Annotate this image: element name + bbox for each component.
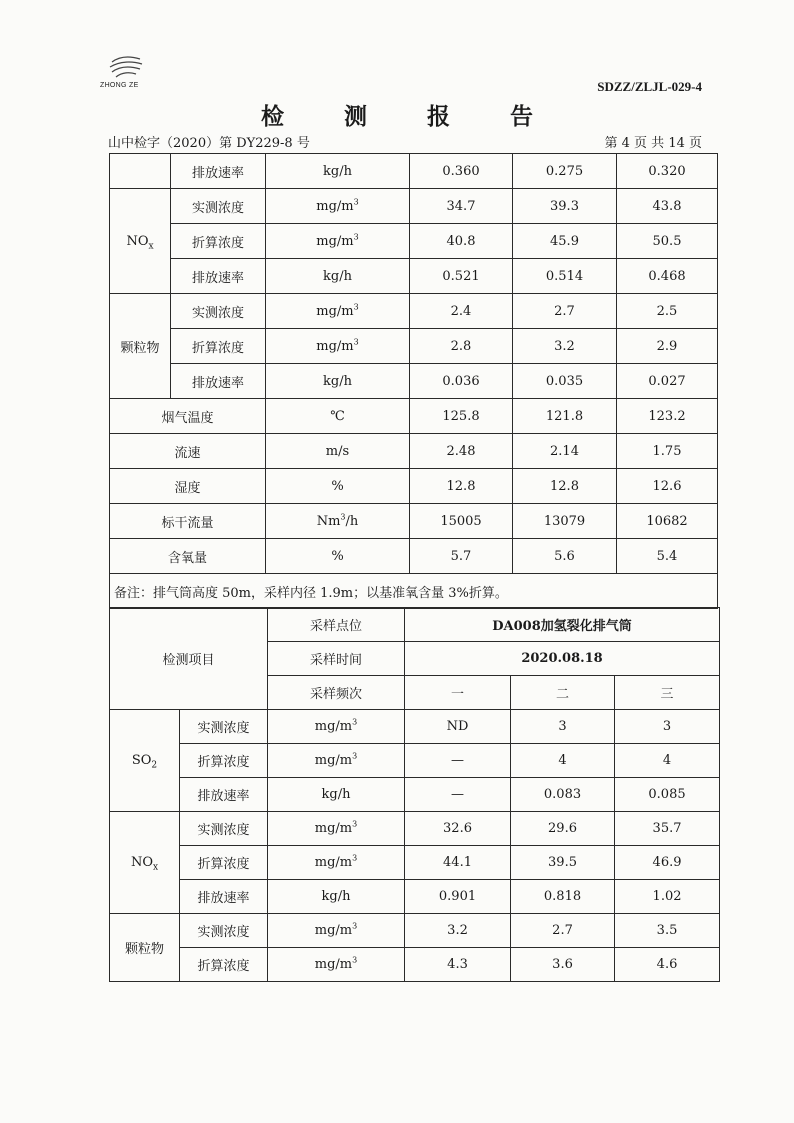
value-cell: 2.4 — [410, 294, 513, 329]
item-cell: 流速 — [110, 434, 266, 469]
table-row — [110, 259, 718, 294]
group-cell — [110, 154, 171, 189]
header-freq-1: 一 — [405, 676, 511, 710]
value-cell: 3.5 — [615, 914, 720, 948]
value-cell: 10682 — [617, 504, 718, 539]
table-note: 备注：排气筒高度 50m，采样内径 1.9m；以基准氧含量 3%折算。 — [110, 574, 718, 609]
item-cell: 折算浓度 — [171, 224, 266, 259]
value-cell: 5.6 — [513, 539, 617, 574]
item-cell: 实测浓度 — [180, 812, 268, 846]
header-time-value: 2020.08.18 — [405, 642, 720, 676]
item-cell: 排放速率 — [180, 778, 268, 812]
header-freq-3: 三 — [615, 676, 720, 710]
item-cell: 排放速率 — [180, 880, 268, 914]
unit-cell: $mg/m^3$ — [268, 744, 405, 778]
unit-cell: kg/h — [266, 259, 410, 294]
value-cell: 12.6 — [617, 469, 718, 504]
item-cell: 标干流量 — [110, 504, 266, 539]
unit-cell: kg/h — [268, 880, 405, 914]
table-row — [110, 539, 718, 574]
unit-cell: kg/h — [266, 364, 410, 399]
value-cell: 3 — [615, 710, 720, 744]
table-row — [110, 710, 720, 744]
value-cell: 12.8 — [410, 469, 513, 504]
value-cell: 2.48 — [410, 434, 513, 469]
value-cell: 0.035 — [513, 364, 617, 399]
value-cell: 1.02 — [615, 880, 720, 914]
page-title: 检 测 报 告 — [260, 103, 560, 130]
value-cell: 0.360 — [410, 154, 513, 189]
value-cell: 0.036 — [410, 364, 513, 399]
unit-cell: kg/h — [268, 778, 405, 812]
value-cell: 0.083 — [511, 778, 615, 812]
group-cell-particulate: 颗粒物 — [110, 294, 171, 399]
value-cell: 3.2 — [405, 914, 511, 948]
table-row — [110, 224, 718, 259]
value-cell: 34.7 — [410, 189, 513, 224]
value-cell: 40.8 — [410, 224, 513, 259]
value-cell: 3.2 — [513, 329, 617, 364]
unit-cell: % — [266, 469, 410, 504]
page-number: 第 4 页 共 14 页 — [604, 136, 702, 151]
unit-cell: $mg/m^3$ — [266, 329, 410, 364]
table-row — [110, 399, 718, 434]
value-cell: 2.8 — [410, 329, 513, 364]
group-cell-particulate: 颗粒物 — [110, 914, 180, 982]
table-row — [110, 948, 720, 982]
table-row — [110, 329, 718, 364]
company-logo — [100, 52, 160, 89]
value-cell: 50.5 — [617, 224, 718, 259]
value-cell: 3.6 — [511, 948, 615, 982]
value-cell: 121.8 — [513, 399, 617, 434]
unit-cell: Nm$^3$/h — [266, 504, 410, 539]
value-cell: 2.5 — [617, 294, 718, 329]
value-cell: 2.14 — [513, 434, 617, 469]
table-note-row — [110, 574, 718, 609]
value-cell: 0.085 — [615, 778, 720, 812]
table-row — [110, 812, 720, 846]
item-cell: 折算浓度 — [180, 846, 268, 880]
unit-cell: $mg/m^3$ — [266, 294, 410, 329]
value-cell: 0.275 — [513, 154, 617, 189]
table-row — [110, 778, 720, 812]
group-cell-nox: $NO_x$ — [110, 189, 171, 294]
table-row — [110, 154, 718, 189]
value-cell: 0.468 — [617, 259, 718, 294]
unit-cell: $mg/m^3$ — [266, 224, 410, 259]
value-cell: 39.5 — [511, 846, 615, 880]
header-time-label: 采样时间 — [268, 642, 405, 676]
value-cell: 1.75 — [617, 434, 718, 469]
unit-cell: $mg/m^3$ — [268, 846, 405, 880]
item-cell: 烟气温度 — [110, 399, 266, 434]
value-cell: 5.7 — [410, 539, 513, 574]
unit-cell: $mg/m^3$ — [266, 189, 410, 224]
item-cell: 折算浓度 — [180, 948, 268, 982]
header-test-item: 检测项目 — [110, 608, 268, 710]
item-cell: 折算浓度 — [171, 329, 266, 364]
value-cell: 39.3 — [513, 189, 617, 224]
item-cell: 排放速率 — [171, 364, 266, 399]
unit-cell: $mg/m^3$ — [268, 948, 405, 982]
value-cell: 0.514 — [513, 259, 617, 294]
results-table-1 — [109, 153, 718, 609]
unit-cell: % — [266, 539, 410, 574]
header-point-label: 采样点位 — [268, 608, 405, 642]
table-row — [110, 914, 720, 948]
table-row — [110, 504, 718, 539]
value-cell: 43.8 — [617, 189, 718, 224]
value-cell: 0.901 — [405, 880, 511, 914]
header-freq-2: 二 — [511, 676, 615, 710]
item-cell: 含氧量 — [110, 539, 266, 574]
value-cell: 46.9 — [615, 846, 720, 880]
table-row — [110, 294, 718, 329]
value-cell: 125.8 — [410, 399, 513, 434]
item-cell: 排放速率 — [171, 259, 266, 294]
value-cell: 32.6 — [405, 812, 511, 846]
value-cell: 2.9 — [617, 329, 718, 364]
item-cell: 实测浓度 — [171, 294, 266, 329]
group-cell-so2: $SO_2$ — [110, 710, 180, 812]
unit-cell: ℃ — [266, 399, 410, 434]
value-cell: 123.2 — [617, 399, 718, 434]
header-freq-label: 采样频次 — [268, 676, 405, 710]
group-cell-nox: $NO_x$ — [110, 812, 180, 914]
logo-swirl-icon — [108, 52, 144, 82]
value-cell: 35.7 — [615, 812, 720, 846]
item-cell: 湿度 — [110, 469, 266, 504]
item-cell: 排放速率 — [171, 154, 266, 189]
item-cell: 折算浓度 — [180, 744, 268, 778]
value-cell: 29.6 — [511, 812, 615, 846]
table-row — [110, 880, 720, 914]
value-cell: 0.818 — [511, 880, 615, 914]
value-cell: 45.9 — [513, 224, 617, 259]
unit-cell: m/s — [266, 434, 410, 469]
header-point-value: DA008加氢裂化排气筒 — [405, 608, 720, 642]
results-table-2 — [109, 607, 720, 982]
value-cell: 4 — [511, 744, 615, 778]
item-cell: 实测浓度 — [180, 710, 268, 744]
document-code: SDZZ/ZLJL-029-4 — [597, 79, 702, 94]
value-cell: 12.8 — [513, 469, 617, 504]
table-header-row — [110, 608, 720, 642]
item-cell: 实测浓度 — [171, 189, 266, 224]
value-cell: 5.4 — [617, 539, 718, 574]
value-cell: 2.7 — [513, 294, 617, 329]
value-cell: 2.7 — [511, 914, 615, 948]
value-cell: — — [405, 744, 511, 778]
value-cell: 13079 — [513, 504, 617, 539]
value-cell: 4 — [615, 744, 720, 778]
value-cell: ND — [405, 710, 511, 744]
unit-cell: $mg/m^3$ — [268, 914, 405, 948]
value-cell: 0.027 — [617, 364, 718, 399]
table-row — [110, 744, 720, 778]
table-row — [110, 434, 718, 469]
value-cell: 44.1 — [405, 846, 511, 880]
value-cell: 4.3 — [405, 948, 511, 982]
table-row — [110, 189, 718, 224]
value-cell: 0.521 — [410, 259, 513, 294]
value-cell: 15005 — [410, 504, 513, 539]
unit-cell: $mg/m^3$ — [268, 710, 405, 744]
value-cell: 0.320 — [617, 154, 718, 189]
table-row — [110, 364, 718, 399]
table-row — [110, 469, 718, 504]
value-cell: 4.6 — [615, 948, 720, 982]
unit-cell: kg/h — [266, 154, 410, 189]
report-number: 山中检字（2020）第 DY229-8 号 — [108, 136, 310, 151]
item-cell: 实测浓度 — [180, 914, 268, 948]
unit-cell: $mg/m^3$ — [268, 812, 405, 846]
table-row — [110, 846, 720, 880]
value-cell: — — [405, 778, 511, 812]
value-cell: 3 — [511, 710, 615, 744]
logo-text: ZHONG ZE — [100, 82, 139, 89]
